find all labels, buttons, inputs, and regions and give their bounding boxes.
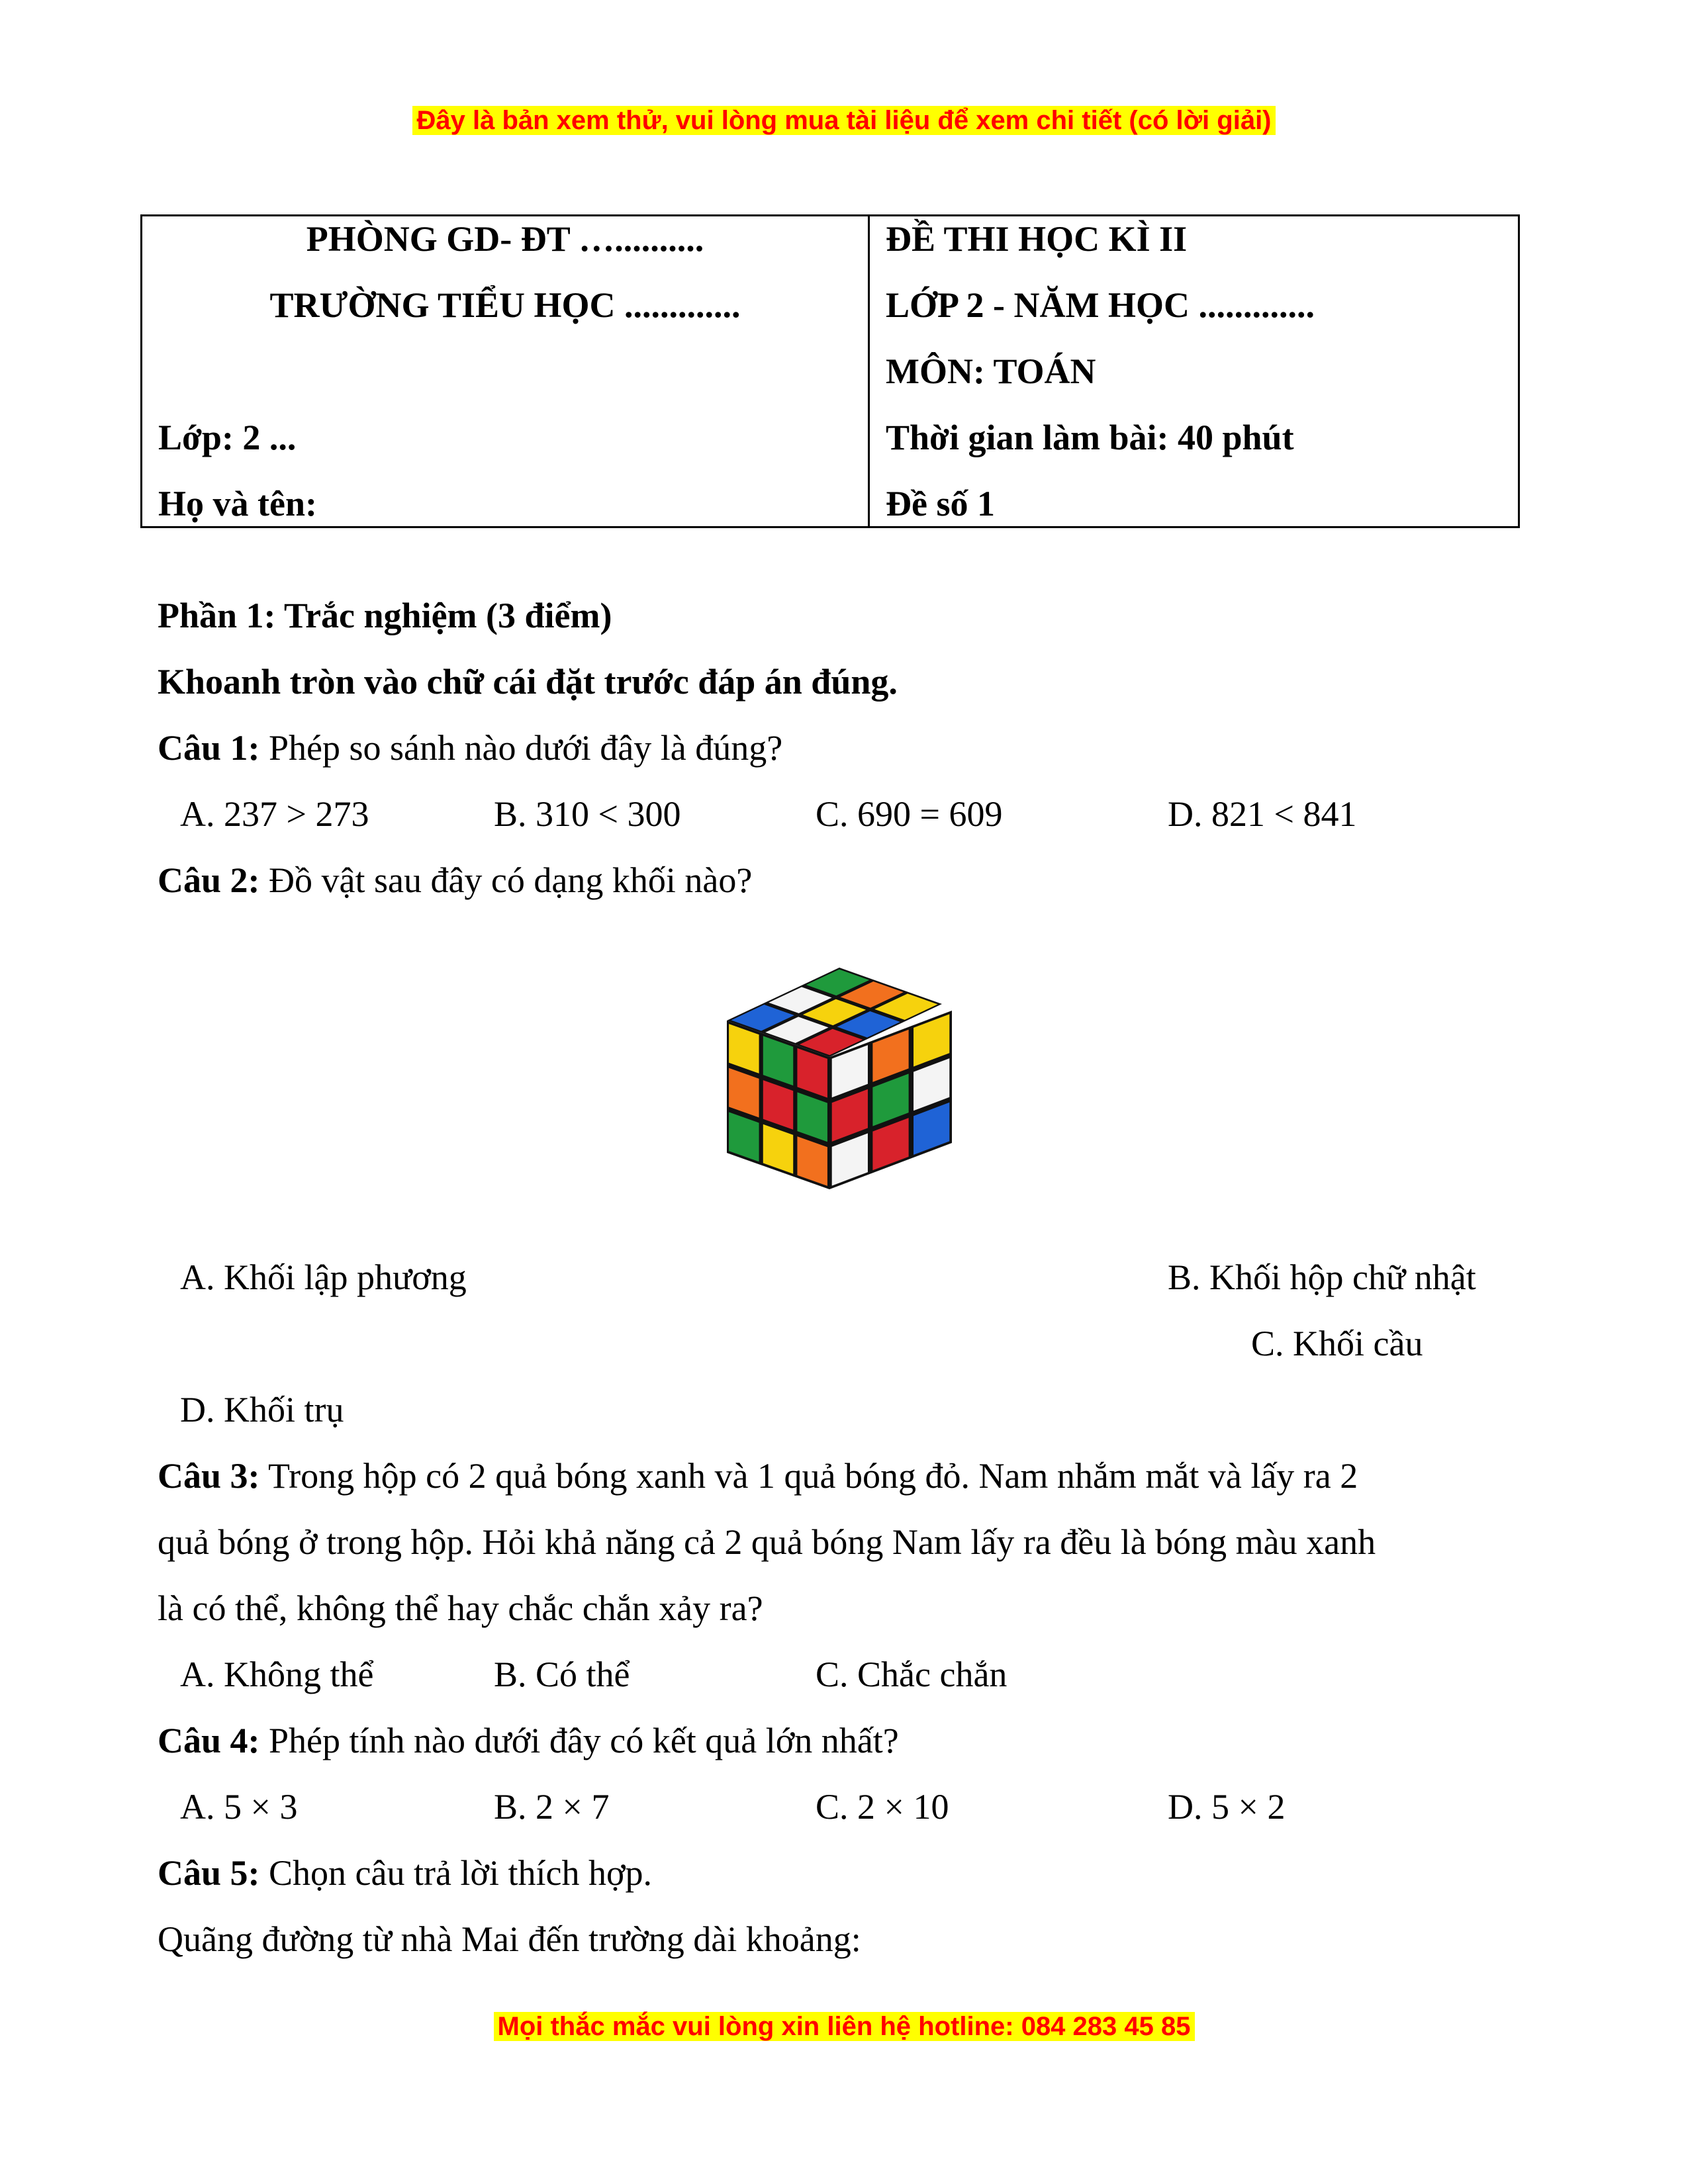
question-label: Câu 1: — [158, 728, 260, 768]
question-4 — [158, 1719, 899, 1762]
subject-line: MÔN: TOÁN — [886, 351, 1096, 391]
question-text: Phép so sánh nào dưới đây là đúng? — [259, 728, 783, 768]
q2-option-b[interactable]: B. Khối hộp chữ nhật — [1168, 1257, 1476, 1297]
q3-option-c[interactable]: C. Chắc chắn — [816, 1655, 1008, 1694]
question-label: Câu 3: — [158, 1456, 260, 1496]
q1-option-d[interactable]: D. 821 < 841 — [1168, 794, 1357, 834]
question-text: Chọn câu trả lời thích hợp. — [259, 1853, 653, 1893]
q4-option-c[interactable]: C. 2 × 10 — [816, 1787, 949, 1827]
grade-year-line: LỚP 2 - NĂM HỌC ............. — [886, 285, 1315, 325]
q4-option-b[interactable]: B. 2 × 7 — [494, 1787, 610, 1827]
hotline-banner — [0, 2009, 1688, 2044]
q2-option-d[interactable]: D. Khối trụ — [180, 1390, 344, 1430]
question-text: Đồ vật sau đây có dạng khối nào? — [259, 860, 753, 900]
question-3-line-3: là có thể, không thể hay chắc chắn xảy ra? — [158, 1588, 763, 1628]
school-info-cell — [142, 216, 869, 527]
exam-info-cell — [869, 216, 1519, 527]
q2-option-c[interactable]: C. Khối cầu — [1251, 1324, 1423, 1363]
exam-title: ĐỀ THI HỌC KÌ II — [886, 219, 1188, 259]
question-5 — [158, 1852, 652, 1894]
question-label: Câu 4: — [158, 1721, 260, 1760]
class-line: Lớp: 2 ... — [158, 418, 297, 457]
rubik-cube-image — [707, 948, 972, 1226]
q2-option-a[interactable]: A. Khối lập phương — [180, 1257, 467, 1297]
student-name-line: Họ và tên: — [158, 484, 317, 523]
time-line: Thời gian làm bài: 40 phút — [886, 418, 1294, 457]
q4-option-a[interactable]: A. 5 × 3 — [180, 1787, 298, 1827]
department-line: PHÒNG GD- ĐT ….......... — [306, 219, 704, 259]
section-instruction: Khoanh tròn vào chữ cái đặt trước đáp án đúng. — [158, 662, 898, 702]
question-text: Trong hộp có 2 quả bóng xanh và 1 quả bóng đỏ. Nam nhắm mắt và lấy ra 2 — [259, 1456, 1358, 1496]
q4-option-d[interactable]: D. 5 × 2 — [1168, 1787, 1286, 1827]
question-label: Câu 2: — [158, 860, 260, 900]
question-5-continuation: Quãng đường từ nhà Mai đến trường dài khoảng: — [158, 1919, 861, 1959]
hotline-text: Mọi thắc mắc vui lòng xin liên hệ hotline: 084 283 45 85 — [494, 2012, 1195, 2041]
question-text: Phép tính nào dưới đây có kết quả lớn nhất? — [259, 1721, 899, 1760]
preview-notice-text: Đây là bản xem thử, vui lòng mua tài liệu để xem chi tiết (có lời giải) — [412, 106, 1275, 135]
q3-option-b[interactable]: B. Có thể — [494, 1655, 630, 1694]
exam-number-line: Đề số 1 — [886, 484, 995, 523]
section-title: Phần 1: Trắc nghiệm (3 điểm) — [158, 596, 612, 635]
question-2 — [158, 859, 752, 901]
exam-header-table — [140, 214, 1520, 528]
question-3-line-2: quả bóng ở trong hộp. Hỏi khả năng cả 2 quả bóng Nam lấy ra đều là bóng màu xanh — [158, 1522, 1376, 1562]
q1-option-b[interactable]: B. 310 < 300 — [494, 794, 681, 834]
preview-notice-banner — [0, 103, 1688, 138]
question-3 — [158, 1455, 1358, 1497]
q1-option-a[interactable]: A. 237 > 273 — [180, 794, 369, 834]
school-line: TRƯỜNG TIỂU HỌC ............. — [269, 285, 741, 325]
q3-option-a[interactable]: A. Không thể — [180, 1655, 374, 1694]
question-label: Câu 5: — [158, 1853, 260, 1893]
question-1 — [158, 727, 782, 769]
q1-option-c[interactable]: C. 690 = 609 — [816, 794, 1003, 834]
